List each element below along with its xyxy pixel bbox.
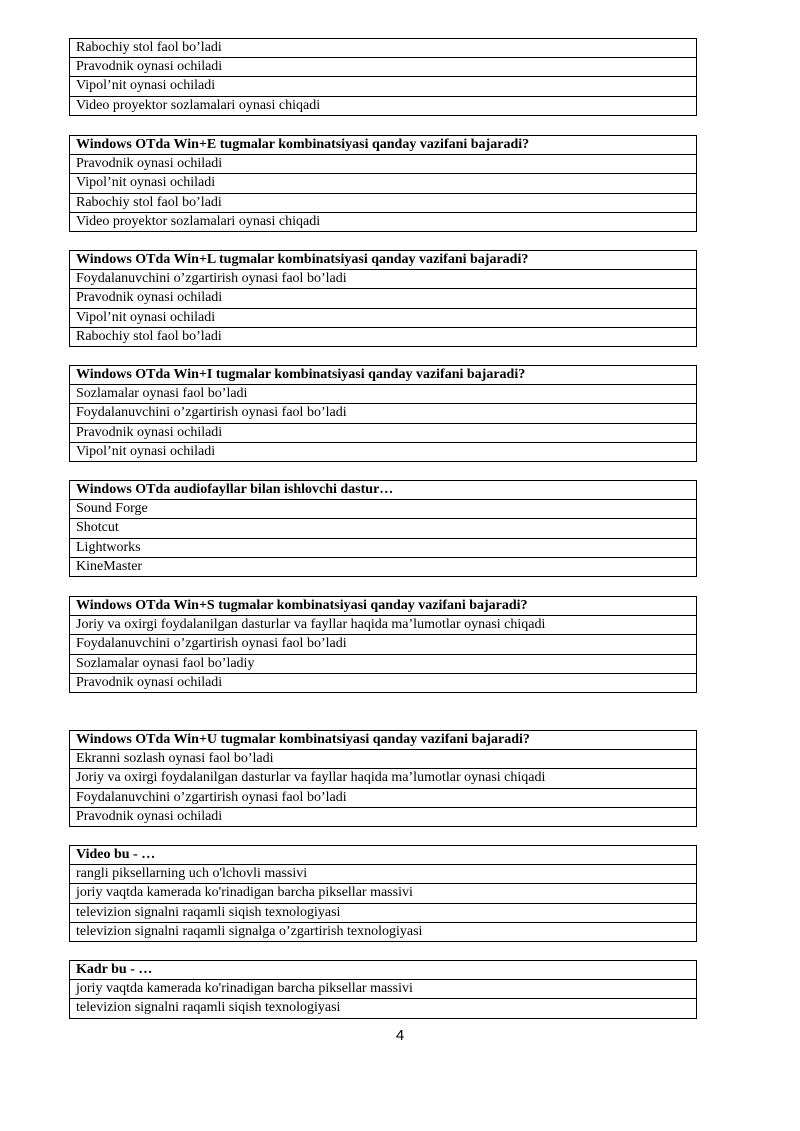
page-number: 4 <box>395 1027 405 1044</box>
question-row <box>70 251 697 270</box>
option-row <box>70 96 697 115</box>
option-text: Rabochiy stol faol bo’ladi <box>70 39 697 58</box>
option-row <box>70 884 697 903</box>
option-text: Rabochiy stol faol bo’ladi <box>70 193 697 212</box>
question-title: Windows OTda Win+L tugmalar kombinatsiyasi qanday vazifani bajaradi? <box>70 251 697 270</box>
option-text: Pravodnik oynasi ochiladi <box>70 289 697 308</box>
option-text: rangli piksellarning uch o'lchovli massivi <box>70 865 697 884</box>
option-row <box>70 500 697 519</box>
option-text: Sozlamalar oynasi faol bo’ladiy <box>70 654 697 673</box>
option-row <box>70 769 697 788</box>
option-row <box>70 557 697 576</box>
question-title: Kadr bu - … <box>70 961 697 980</box>
question-title: Video bu - … <box>70 846 697 865</box>
option-text: joriy vaqtda kamerada ko'rinadigan barcha piksellar massivi <box>70 980 697 999</box>
question-block-win-i <box>69 365 697 462</box>
option-text: Vipol’nit oynasi ochiladi <box>70 308 697 327</box>
option-text: Foydalanuvchini o’zgartirish oynasi faol bo’ladi <box>70 635 697 654</box>
question-row <box>70 846 697 865</box>
option-text: Vipol’nit oynasi ochiladi <box>70 77 697 96</box>
option-text: Sound Forge <box>70 500 697 519</box>
option-row <box>70 999 697 1018</box>
option-row <box>70 39 697 58</box>
option-text: televizion signalni raqamli signalga o’zgartirish texnologiyasi <box>70 922 697 941</box>
option-row <box>70 404 697 423</box>
option-row <box>70 635 697 654</box>
option-text: KineMaster <box>70 557 697 576</box>
question-row <box>70 731 697 750</box>
option-text: televizion signalni raqamli siqish texnologiyasi <box>70 999 697 1018</box>
question-row <box>70 597 697 616</box>
option-row <box>70 519 697 538</box>
question-block-win-l <box>69 250 697 347</box>
option-row <box>70 922 697 941</box>
option-text: Foydalanuvchini o’zgartirish oynasi faol bo’ladi <box>70 788 697 807</box>
option-row <box>70 616 697 635</box>
option-row <box>70 270 697 289</box>
question-title: Windows OTda audiofayllar bilan ishlovchi dastur… <box>70 481 697 500</box>
option-row <box>70 980 697 999</box>
question-block-frame <box>69 960 697 1019</box>
option-row <box>70 77 697 96</box>
option-text: Video proyektor sozlamalari oynasi chiqadi <box>70 212 697 231</box>
option-row <box>70 289 697 308</box>
option-row <box>70 807 697 826</box>
question-title: Windows OTda Win+U tugmalar kombinatsiyasi qanday vazifani bajaradi? <box>70 731 697 750</box>
option-row <box>70 193 697 212</box>
option-text: Video proyektor sozlamalari oynasi chiqadi <box>70 96 697 115</box>
option-row <box>70 155 697 174</box>
option-row <box>70 673 697 692</box>
option-text: televizion signalni raqamli siqish texnologiyasi <box>70 903 697 922</box>
question-row <box>70 136 697 155</box>
option-row <box>70 327 697 346</box>
question-title: Windows OTda Win+S tugmalar kombinatsiyasi qanday vazifani bajaradi? <box>70 597 697 616</box>
question-title: Windows OTda Win+I tugmalar kombinatsiyasi qanday vazifani bajaradi? <box>70 366 697 385</box>
option-text: Foydalanuvchini o’zgartirish oynasi faol bo’ladi <box>70 404 697 423</box>
option-text: Pravodnik oynasi ochiladi <box>70 423 697 442</box>
question-block-win-s <box>69 596 697 693</box>
option-row <box>70 903 697 922</box>
option-row <box>70 308 697 327</box>
option-text: Foydalanuvchini o’zgartirish oynasi faol bo’ladi <box>70 270 697 289</box>
option-text: Joriy va oxirgi foydalanilgan dasturlar va fayllar haqida ma’lumotlar oynasi chiqadi <box>70 769 697 788</box>
question-row <box>70 481 697 500</box>
option-text: Sozlamalar oynasi faol bo’ladi <box>70 385 697 404</box>
question-block-video <box>69 845 697 942</box>
question-block-continued <box>69 38 697 116</box>
question-block-audio-software <box>69 480 697 577</box>
option-text: Pravodnik oynasi ochiladi <box>70 673 697 692</box>
option-row <box>70 442 697 461</box>
option-row <box>70 174 697 193</box>
option-row <box>70 750 697 769</box>
option-text: Pravodnik oynasi ochiladi <box>70 807 697 826</box>
question-block-win-u <box>69 730 697 827</box>
option-row <box>70 865 697 884</box>
option-text: Vipol’nit oynasi ochiladi <box>70 174 697 193</box>
option-text: Joriy va oxirgi foydalanilgan dasturlar va fayllar haqida ma’lumotlar oynasi chiqadi <box>70 616 697 635</box>
option-text: Vipol’nit oynasi ochiladi <box>70 442 697 461</box>
option-row <box>70 423 697 442</box>
question-title: Windows OTda Win+E tugmalar kombinatsiyasi qanday vazifani bajaradi? <box>70 136 697 155</box>
question-row <box>70 961 697 980</box>
question-row <box>70 366 697 385</box>
option-row <box>70 788 697 807</box>
option-text: Rabochiy stol faol bo’ladi <box>70 327 697 346</box>
option-text: Pravodnik oynasi ochiladi <box>70 58 697 77</box>
option-text: joriy vaqtda kamerada ko'rinadigan barcha piksellar massivi <box>70 884 697 903</box>
option-text: Pravodnik oynasi ochiladi <box>70 155 697 174</box>
option-text: Ekranni sozlash oynasi faol bo’ladi <box>70 750 697 769</box>
option-row <box>70 212 697 231</box>
question-block-win-e <box>69 135 697 232</box>
option-row <box>70 58 697 77</box>
option-text: Lightworks <box>70 538 697 557</box>
option-row <box>70 538 697 557</box>
option-row <box>70 385 697 404</box>
option-row <box>70 654 697 673</box>
option-text: Shotcut <box>70 519 697 538</box>
